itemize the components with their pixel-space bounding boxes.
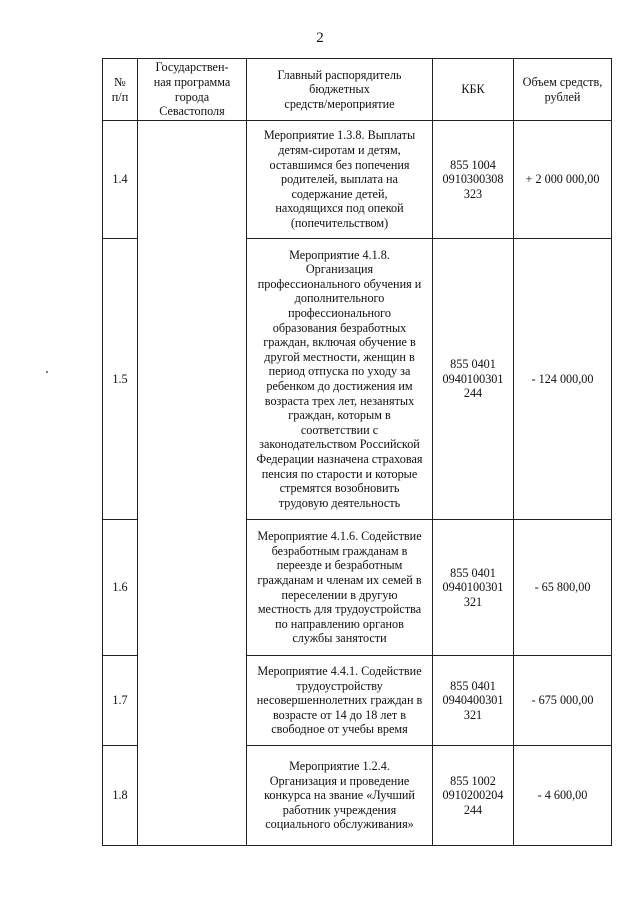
amount-cell: - 675 000,00: [514, 656, 612, 746]
activity-cell: Мероприятие 4.4.1. Содействие трудоустройству несовершеннолетних граждан в возрасте от 14 до 18 лет в свободное от учебы время: [247, 656, 433, 746]
program-cell: [138, 121, 247, 846]
amount-cell: - 124 000,00: [514, 239, 612, 520]
activity-cell: Мероприятие 1.3.8. Выплаты детям-сиротам и детям, оставшимся без попечения родителей, выплата на содержание детей, находящихся под опекой (попечительством): [247, 121, 433, 239]
kbk-cell: 855 1004 0910300308 323: [433, 121, 514, 239]
row-number: 1.8: [103, 746, 138, 846]
row-number: 1.5: [103, 239, 138, 520]
header-kbk: КБК: [433, 59, 514, 121]
budget-table: [102, 58, 612, 846]
activity-cell: Мероприятие 4.1.6. Содействие безработным гражданам в переезде и безработным гражданам и членам их семей в переселении в другую местность для трудоустройства по направлению органов службы занятости: [247, 520, 433, 656]
row-number: 1.6: [103, 520, 138, 656]
header-activity: Главный распорядитель бюджетных средств/мероприятие: [247, 59, 433, 121]
page-number: 2: [316, 30, 324, 46]
amount-cell: - 65 800,00: [514, 520, 612, 656]
kbk-cell: 855 1002 0910200204 244: [433, 746, 514, 846]
amount-cell: + 2 000 000,00: [514, 121, 612, 239]
header-program: Государствен- ная программа города Севастополя: [138, 59, 247, 121]
table-row: [103, 121, 612, 239]
table-header-row: [103, 59, 612, 121]
kbk-cell: 855 0401 0940400301 321: [433, 656, 514, 746]
kbk-cell: 855 0401 0940100301 321: [433, 520, 514, 656]
scan-speck: [46, 371, 48, 373]
kbk-cell: 855 0401 0940100301 244: [433, 239, 514, 520]
amount-cell: - 4 600,00: [514, 746, 612, 846]
row-number: 1.4: [103, 121, 138, 239]
activity-cell: Мероприятие 4.1.8. Организация профессионального обучения и дополнительного профессионального образования безработных граждан, включая обучение в другой местности, женщин в период отпуска по уходу за ребенком до достижения им возраста трех лет, незанятых граждан, которым в соответствии с законодательством Российской Федерации назначена страховая пенсия по старости и которые стремятся возобновить трудовую деятельность: [247, 239, 433, 520]
row-number: 1.7: [103, 656, 138, 746]
activity-cell: Мероприятие 1.2.4. Организация и проведение конкурса на звание «Лучший работник учреждения социального обслуживания»: [247, 746, 433, 846]
header-number: № п/п: [103, 59, 138, 121]
header-amount: Объем средств, рублей: [514, 59, 612, 121]
